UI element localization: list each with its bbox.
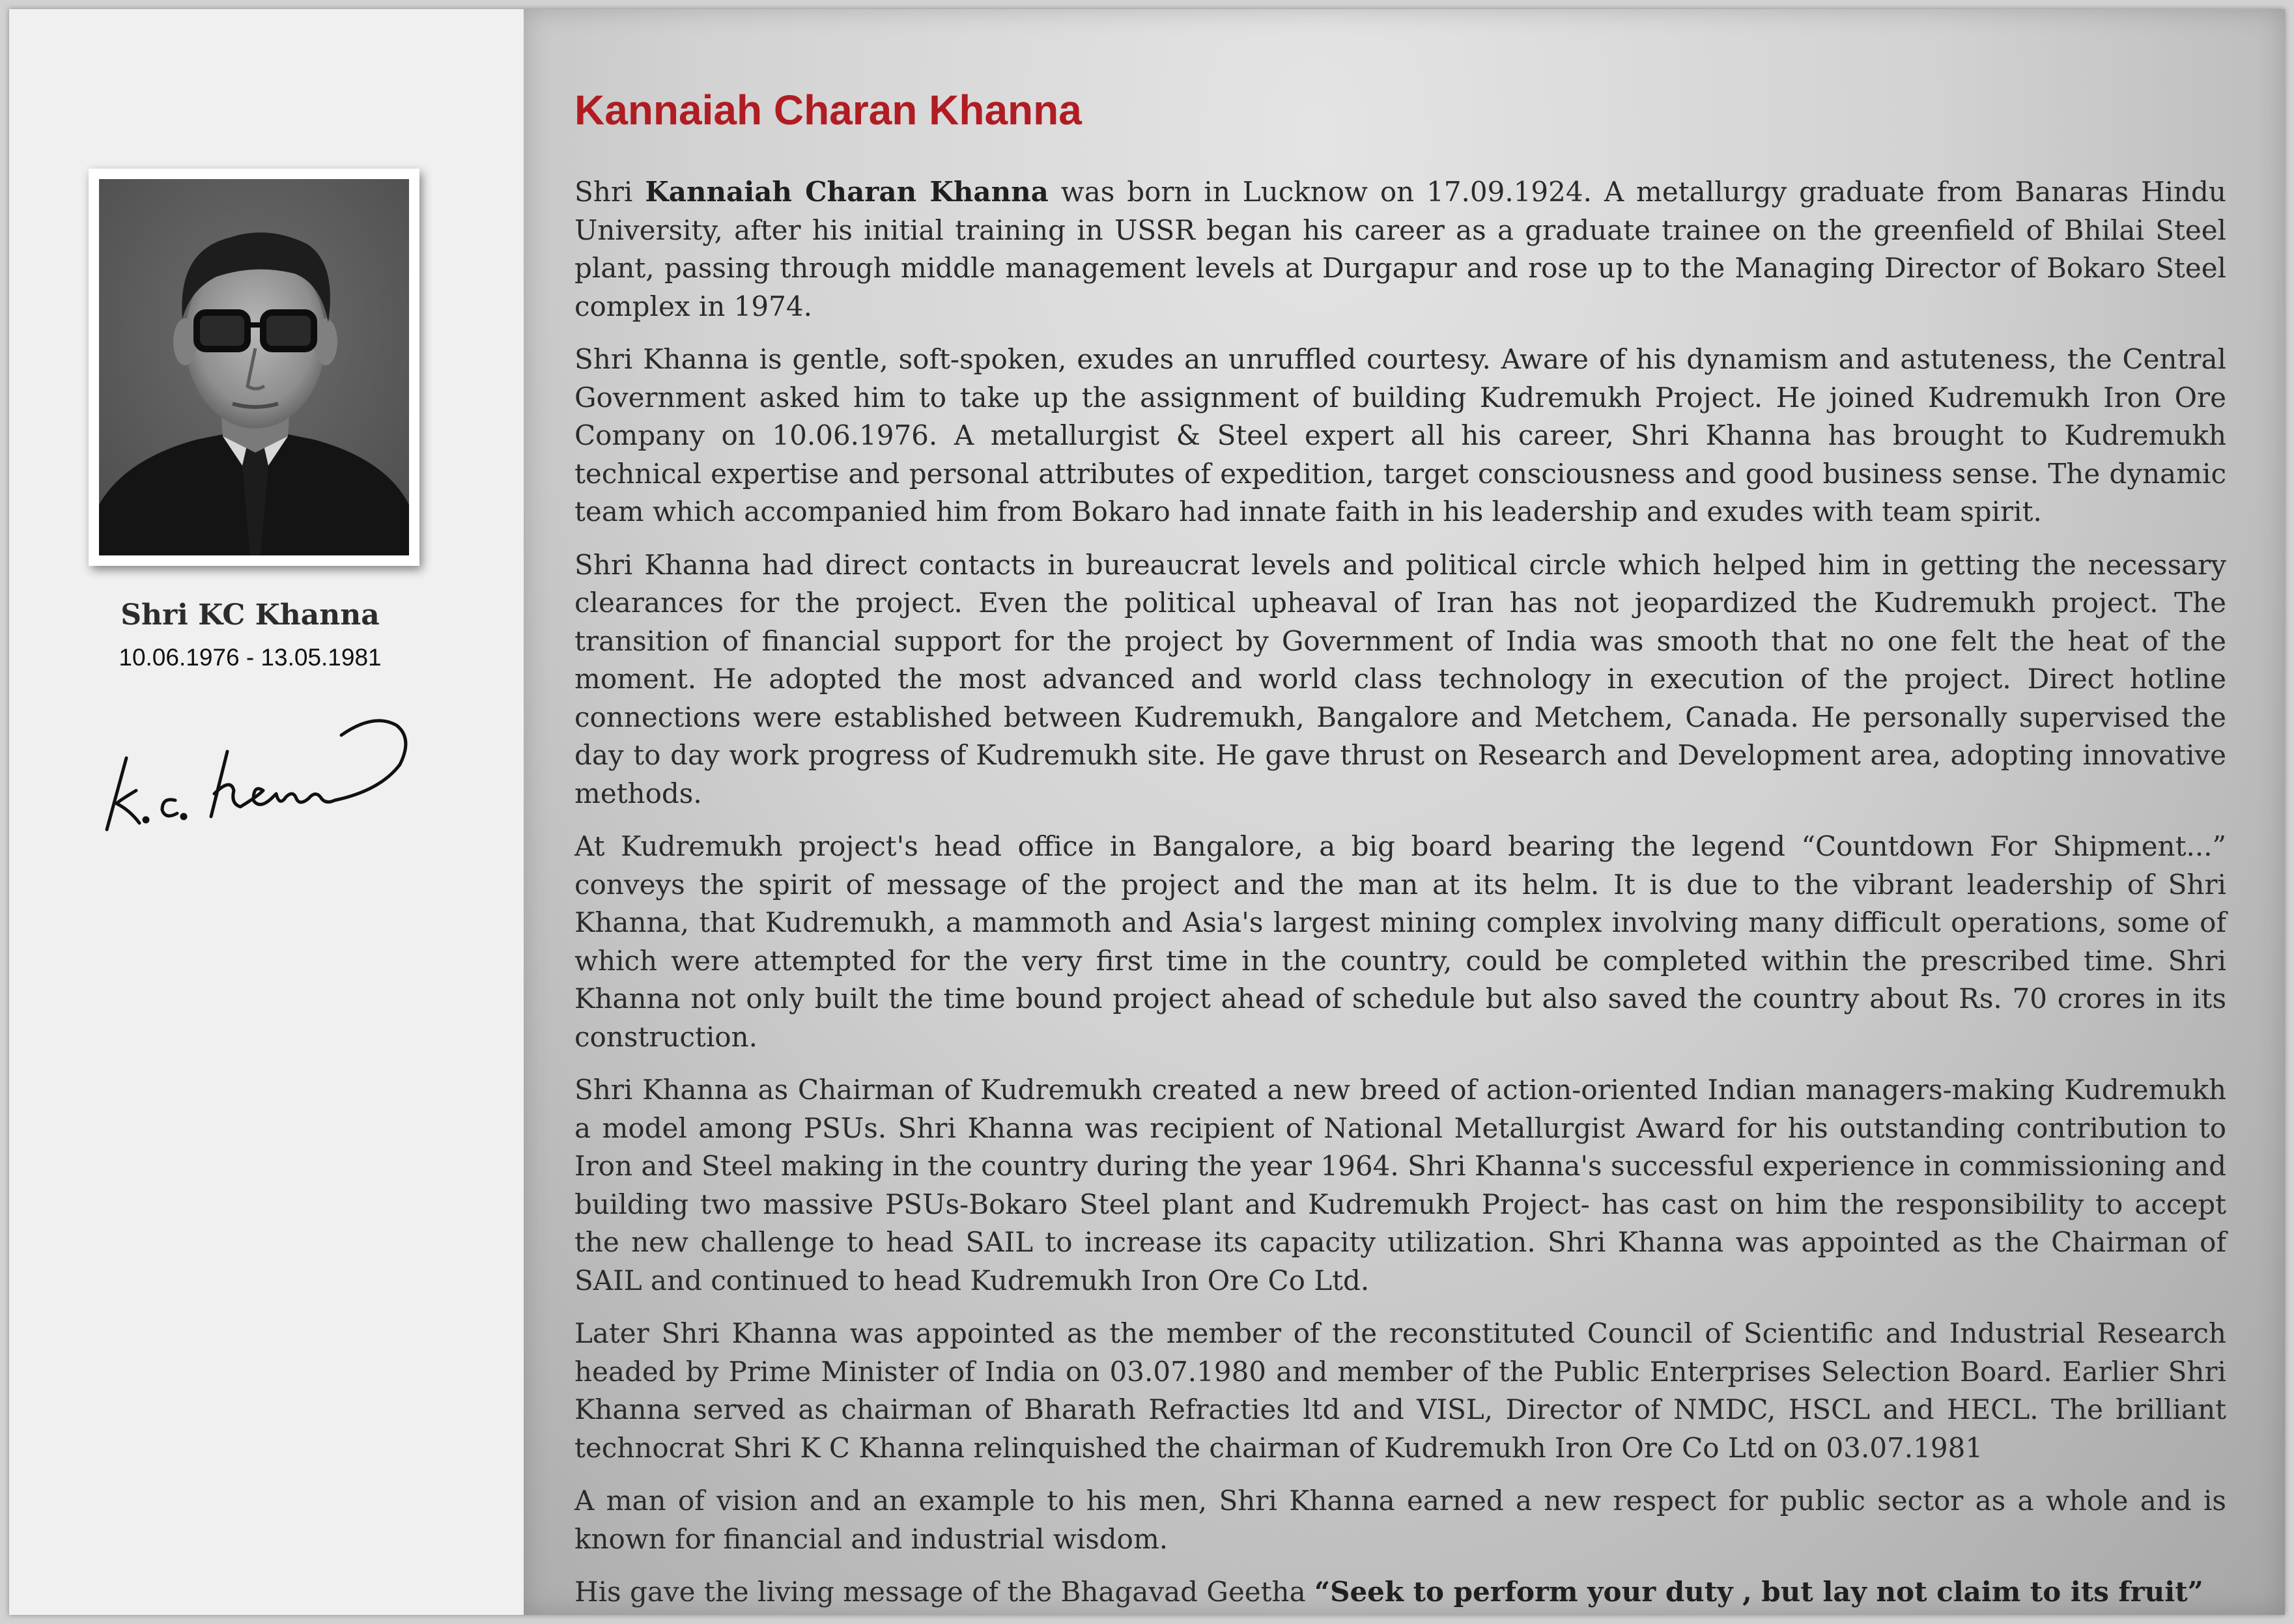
page-frame — [9, 9, 2285, 1615]
paragraph-1-text: was born in Lucknow on 17.09.1924. A metallurgy graduate from Banaras Hindu University, after his initial training in USSR began his career as a graduate trainee on the greenfield of Bhilai Steel plant, passing through middle management levels at Durgapur and rose up to the Managing Director of Bokaro Steel complex in 1974. — [574, 176, 2226, 322]
signature-image — [100, 686, 426, 843]
paragraph-1 — [574, 173, 2226, 326]
paragraph-6: Later Shri Khanna was appointed as the member of the reconstituted Council of Scientific and Industrial Research headed by Prime Minister of India on 03.07.1980 and member of the Public Enterprises Selection Board. Earlier Shri Khanna served as chairman of Bharath Refracties ltd and VISL, Director of NMDC, HSCL and HECL. The brilliant technocrat Shri K C Khanna relinquished the chairman of Kudremukh Iron Ore Co Ltd on 03.07.1981 — [574, 1317, 2226, 1464]
paragraph-4: At Kudremukh project's head office in Bangalore, a big board bearing the legend “Countdown For Shipment...” conveys the spirit of message of the project and the man at its helm. It is due to the vibrant leadership of Shri Khanna, that Kudremukh, a mammoth and Asia's largest mining complex involving many difficult operations, some of which were attempted for the very first time in the country, could be completed within the prescribed time. Shri Khanna not only built the time bound project ahead of schedule but also saved the country about Rs. 70 crores in its construction. — [574, 830, 2226, 1053]
portrait-photo — [99, 179, 409, 555]
biography-text — [574, 173, 2226, 1615]
biography-content — [524, 9, 2285, 1615]
biography-title: Kannaiah Charan Khanna — [574, 87, 1082, 133]
paragraph-5: Shri Khanna as Chairman of Kudremukh created a new breed of action-oriented Indian managers-making Kudremukh a model among PSUs. Shri Khanna was recipient of National Metallurgist Award for his outstanding contribution to Iron and Steel making in the country during the year 1964. Shri Khanna's successful experience in commissioning and building two massive PSUs-Bokaro Steel plant and Kudremukh Project- has cast on him the responsibility to accept the new challenge to head SAIL to increase its capacity utilization. Shri Khanna was appointed as the Chairman of SAIL and continued to head Kudremukh Iron Ore Co Ltd. — [574, 1074, 2226, 1296]
geetha-quote: “Seek to perform your duty , but lay not claim to its fruit” — [1314, 1576, 2203, 1608]
paragraph-3: Shri Khanna had direct contacts in bureaucrat levels and political circle which helped him in getting the necessary clearances for the project. Even the political upheaval of Iran has not jeopardized the Kudremukh project. The transition of financial support for the project by Government of India was smooth that no one felt the heat of the moment. He adopted the most advanced and world class technology in execution of the project. Direct hotline connections were established between Kudremukh, Bangalore and Metchem, Canada. He personally supervised the day to day work progress of Kudremukh site. He gave thrust on Research and Development area, adopting innovative methods. — [574, 548, 2226, 809]
paragraph-2: Shri Khanna is gentle, soft-spoken, exudes an unruffled courtesy. Aware of his dynamism and astuteness, the Central Government asked him to take up the assignment of building Kudremukh Project. He joined Kudremukh Iron Ore Company on 10.06.1976. A metallurgist & Steel expert all his career, Shri Khanna has brought to Kudremukh technical expertise and personal attributes of expedition, target consciousness and good business sense. The dynamic team which accompanied him from Bokaro had innate faith in his leadership and exudes with team spirit. — [574, 343, 2226, 527]
paragraph-7: A man of vision and an example to his men, Shri Khanna earned a new respect for public sector as a whole and is known for financial and industrial wisdom. — [574, 1485, 2226, 1555]
paragraph-8-text: His gave the living message of the Bhagavad Geetha — [574, 1576, 1314, 1608]
paragraph-8 — [574, 1573, 2226, 1612]
portrait-caption-dates: 10.06.1976 - 13.05.1981 — [119, 644, 382, 671]
portrait-caption-name: Shri KC Khanna — [120, 598, 380, 632]
portrait-illustration — [99, 179, 409, 555]
full-name-bold: Kannaiah Charan Khanna — [645, 176, 1049, 208]
paragraph-1-prefix: Shri — [574, 176, 645, 208]
portrait-frame — [89, 169, 419, 566]
sidebar — [9, 9, 524, 1615]
